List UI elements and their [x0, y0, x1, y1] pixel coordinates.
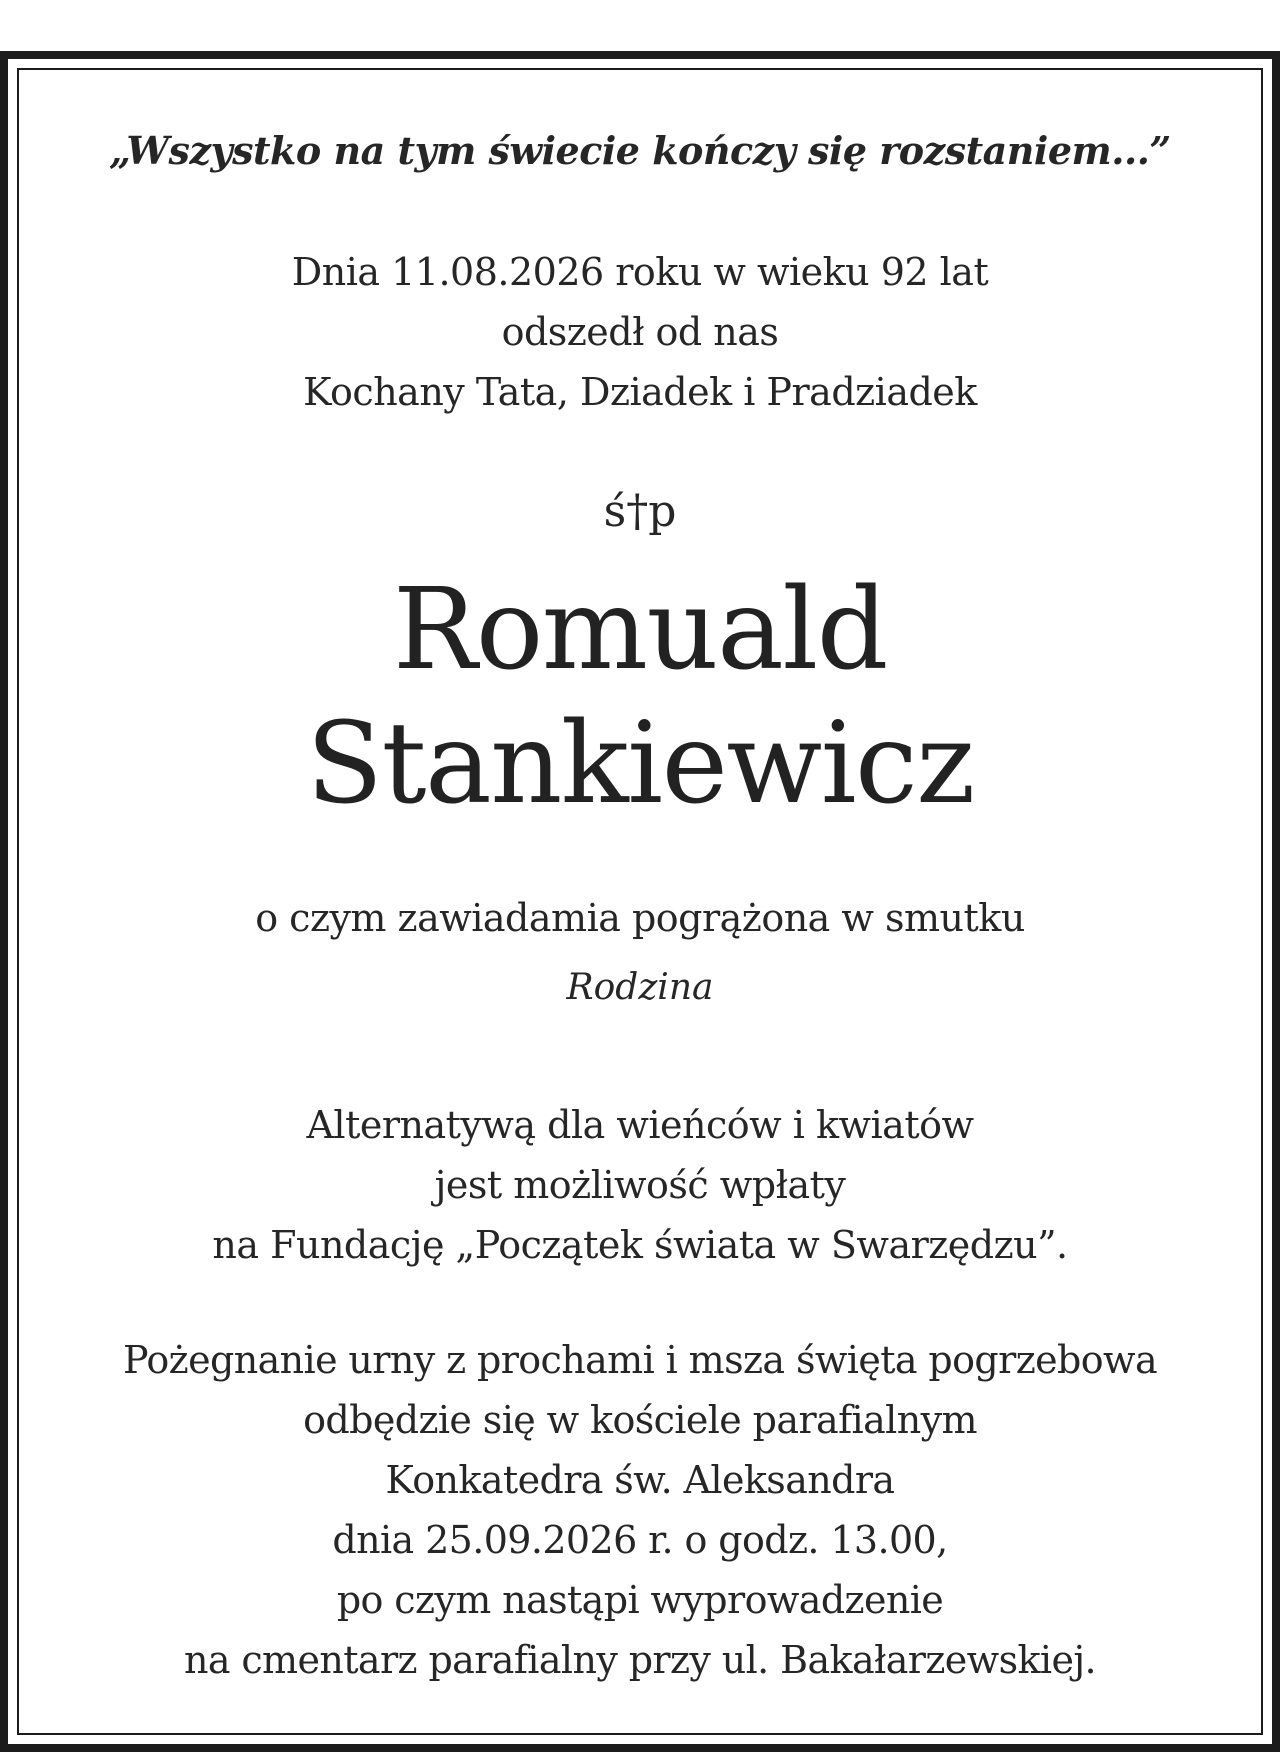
funeral-line: na cmentarz parafialny przy ul. Bakałarzewskiej.	[183, 1638, 1097, 1682]
stp-cross-abbreviation: ś†p	[603, 486, 677, 537]
notification-text: o czym zawiadamia pogrążona w smutku	[255, 896, 1025, 940]
deceased-name	[20, 563, 1260, 831]
funeral-line: odbędzie się w kościele parafialnym	[303, 1398, 977, 1442]
motto-quote: „Wszystko na tym świecie kończy się rozstaniem...”	[109, 128, 1171, 173]
deceased-first-name: Romuald	[393, 565, 887, 695]
donation-line: na Fundację „Początek świata w Swarzędzu”.	[212, 1223, 1068, 1267]
family-signature: Rodzina	[566, 967, 714, 1008]
announcement-line: Kochany Tata, Dziadek i Pradziadek	[303, 370, 977, 414]
donation-notice	[20, 1095, 1260, 1275]
announcement-line: Dnia 11.08.2026 roku w wieku 92 lat	[291, 250, 989, 294]
funeral-line: dnia 25.09.2026 r. o godz. 13.00,	[332, 1518, 948, 1562]
donation-line: Alternatywą dla wieńców i kwiatów	[306, 1103, 974, 1147]
funeral-details	[20, 1330, 1260, 1690]
funeral-line: Pożegnanie urny z prochami i msza święta pogrzebowa	[122, 1338, 1158, 1382]
deceased-last-name: Stankiewicz	[306, 699, 974, 829]
funeral-line: po czym nastąpi wyprowadzenie	[336, 1578, 944, 1622]
funeral-line: Konkatedra św. Aleksandra	[385, 1458, 895, 1502]
announcement-line: odszedł od nas	[501, 310, 779, 354]
donation-line: jest możliwość wpłaty	[434, 1163, 846, 1207]
death-announcement	[20, 242, 1260, 422]
